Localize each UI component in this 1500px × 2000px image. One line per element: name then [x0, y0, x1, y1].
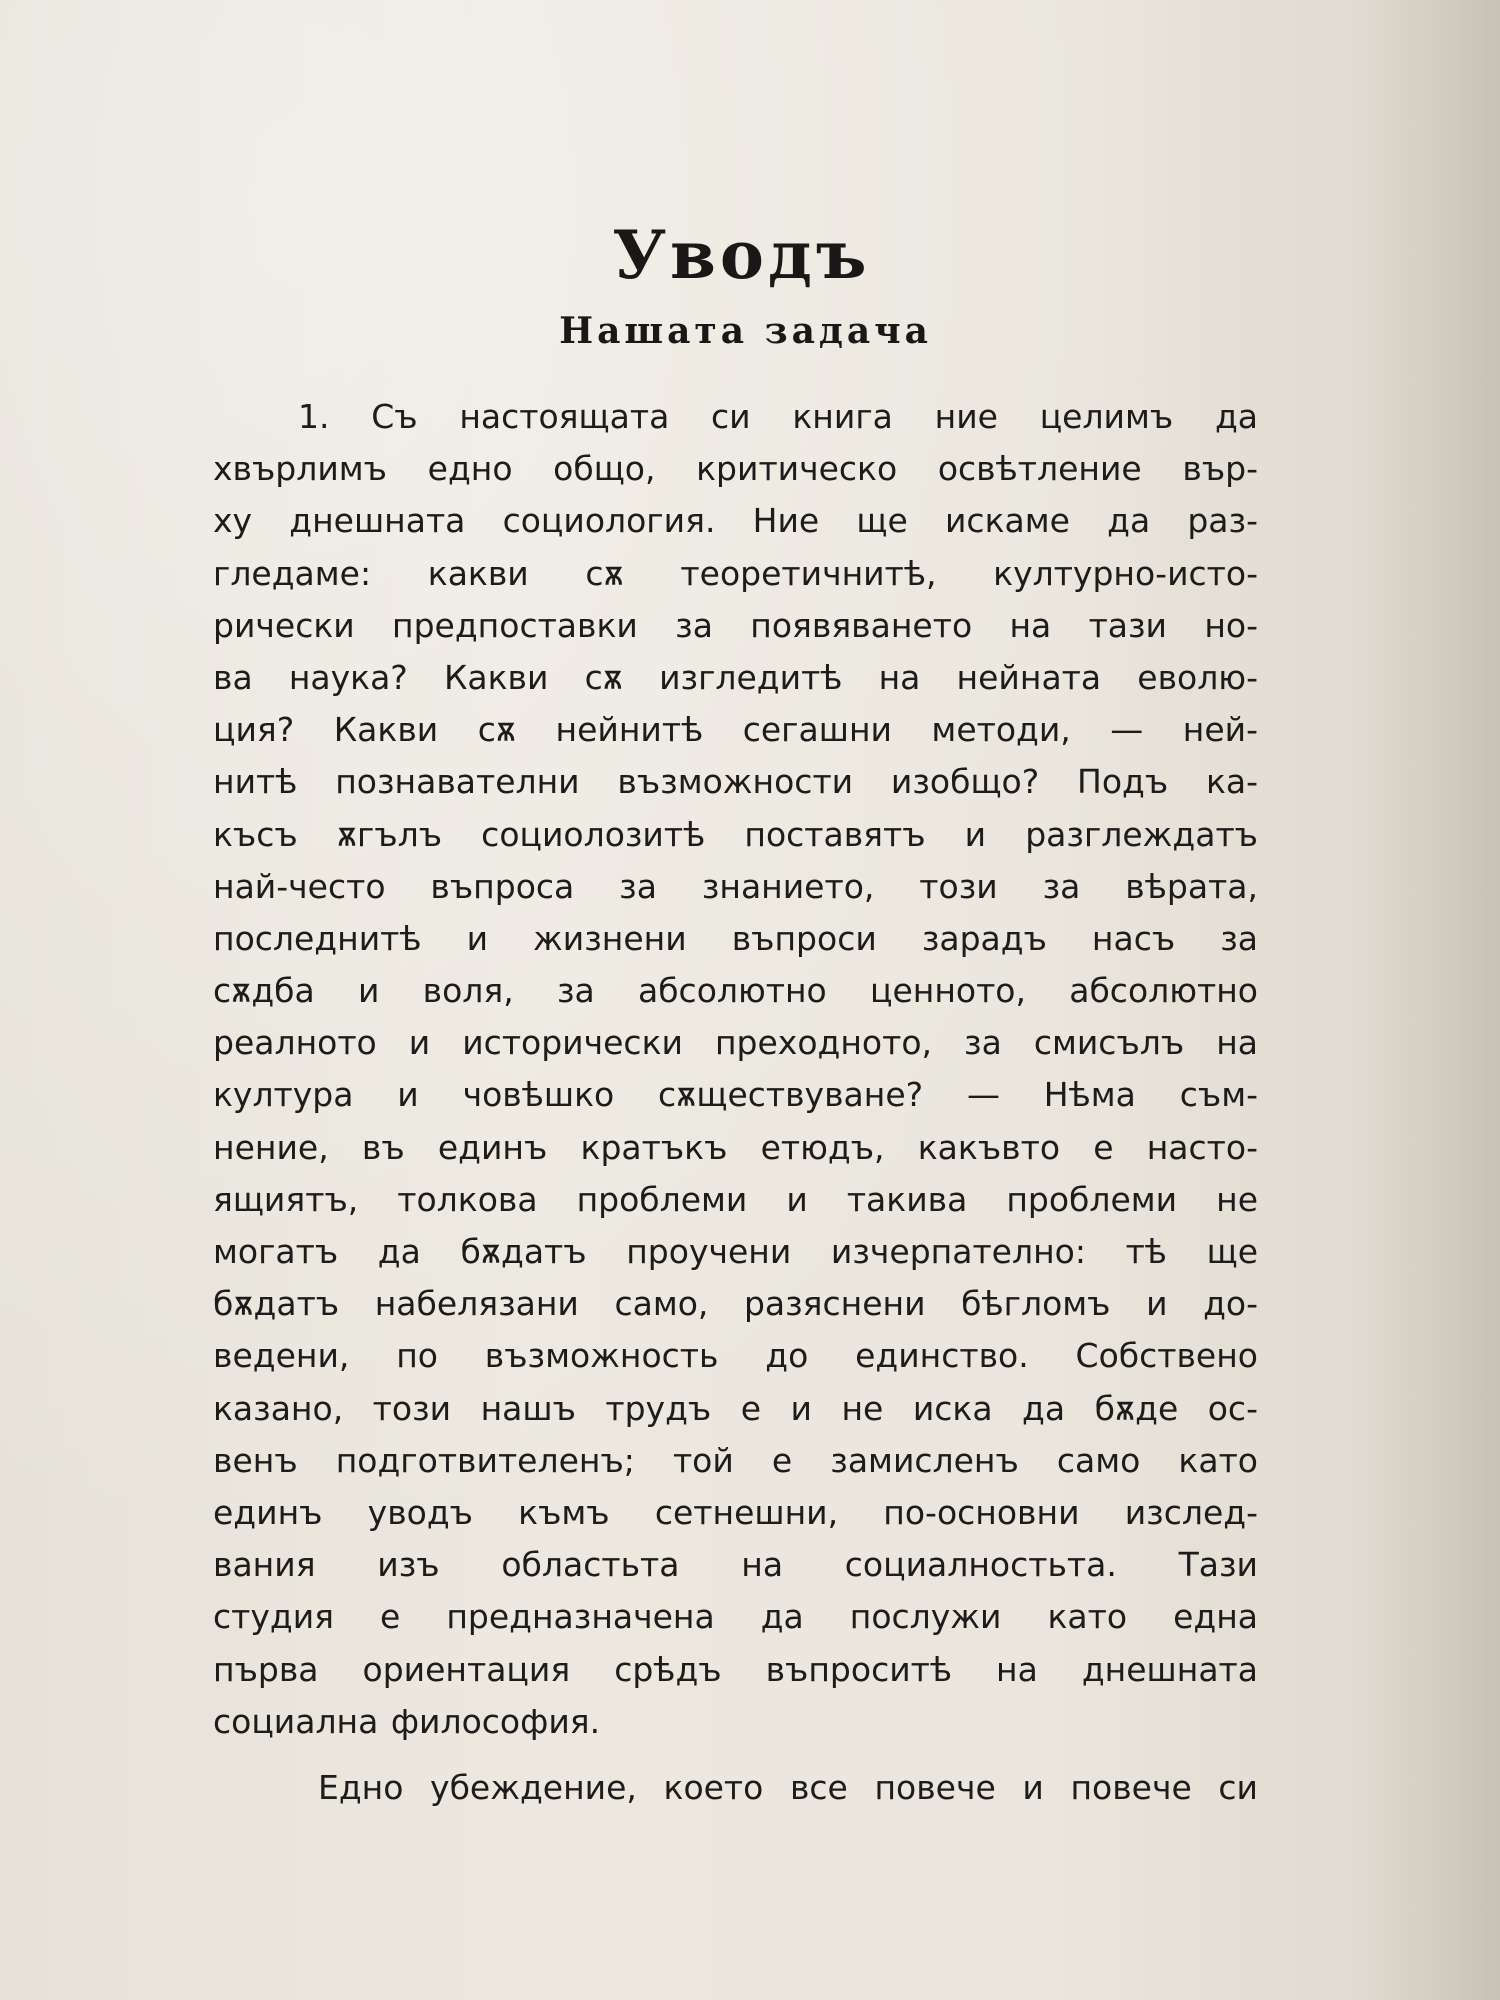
text-line: нитѣ познавателни възможности изобщо? Подъ ка-: [213, 762, 1258, 802]
text-line: студия е предназначена да послужи като една: [213, 1597, 1258, 1637]
paragraph-gap: [213, 1748, 1258, 1762]
text-line: първа ориентация срѣдъ въпроситѣ на днешната: [213, 1649, 1258, 1689]
text-line: хвърлимъ едно общо, критическо освѣтление вър-: [213, 449, 1258, 489]
text-line: най-често въпроса за знанието, този за вѣрата,: [213, 866, 1258, 906]
text-line: ящиятъ, толкова проблеми и такива проблеми не: [213, 1179, 1258, 1219]
text-line: ция? Какви сѫ нейнитѣ сегашни методи, — ней-: [213, 710, 1258, 750]
text-line: вания изъ областьта на социалностьта. Тази: [213, 1545, 1258, 1585]
text-line: могатъ да бѫдатъ проучени изчерпателно: тѣ ще: [213, 1232, 1258, 1271]
text-line: бѫдатъ набелязани само, разяснени бѣгломъ и до-: [213, 1284, 1258, 1324]
paragraph-2: [213, 1762, 1258, 1814]
text-line: казано, този нашъ трудъ е и не иска да бѫде ос-: [213, 1388, 1258, 1428]
text-line: реалното и исторически преходното, за смисълъ на: [213, 1023, 1258, 1063]
text-line: последнитѣ и жизнени въпроси зарадъ насъ за: [213, 918, 1258, 958]
chapter-title: Уводъ: [612, 216, 871, 294]
text-line: ведени, по възможность до единство. Собствено: [213, 1336, 1258, 1376]
paragraph-1: [213, 391, 1258, 1748]
text-line: ху днешната социология. Ние ще искаме да раз-: [213, 501, 1258, 541]
chapter-subtitle: Нашата задача: [559, 310, 932, 352]
text-line: нение, въ единъ кратъкъ етюдъ, какъвто е насто-: [213, 1127, 1258, 1167]
text-line: 1. Съ настоящата си книга ние целимъ да: [298, 397, 1258, 436]
text-line: рически предпоставки за появяването на тази но-: [213, 605, 1258, 645]
page-text: [213, 215, 1258, 1814]
text-line: късъ ѫгълъ социолозитѣ поставятъ и разглеждатъ: [213, 814, 1258, 854]
text-line: венъ подготвителенъ; той е замисленъ само като: [213, 1440, 1258, 1480]
text-line: култура и човѣшко сѫществуване? — Нѣма съм-: [213, 1075, 1258, 1115]
text-line: гледаме: какви сѫ теоретичнитѣ, културно-исто-: [213, 553, 1258, 593]
text-line: сѫдба и воля, за абсолютно ценното, абсолютно: [213, 971, 1258, 1011]
text-line: единъ уводъ къмъ сетнешни, по-основни изслед-: [213, 1492, 1258, 1532]
text-line: социална философия.: [213, 1701, 601, 1741]
text-line: Едно убеждение, което все повече и повече си: [318, 1767, 1258, 1807]
text-line: ва наука? Какви сѫ изгледитѣ на нейната еволю-: [213, 657, 1258, 697]
